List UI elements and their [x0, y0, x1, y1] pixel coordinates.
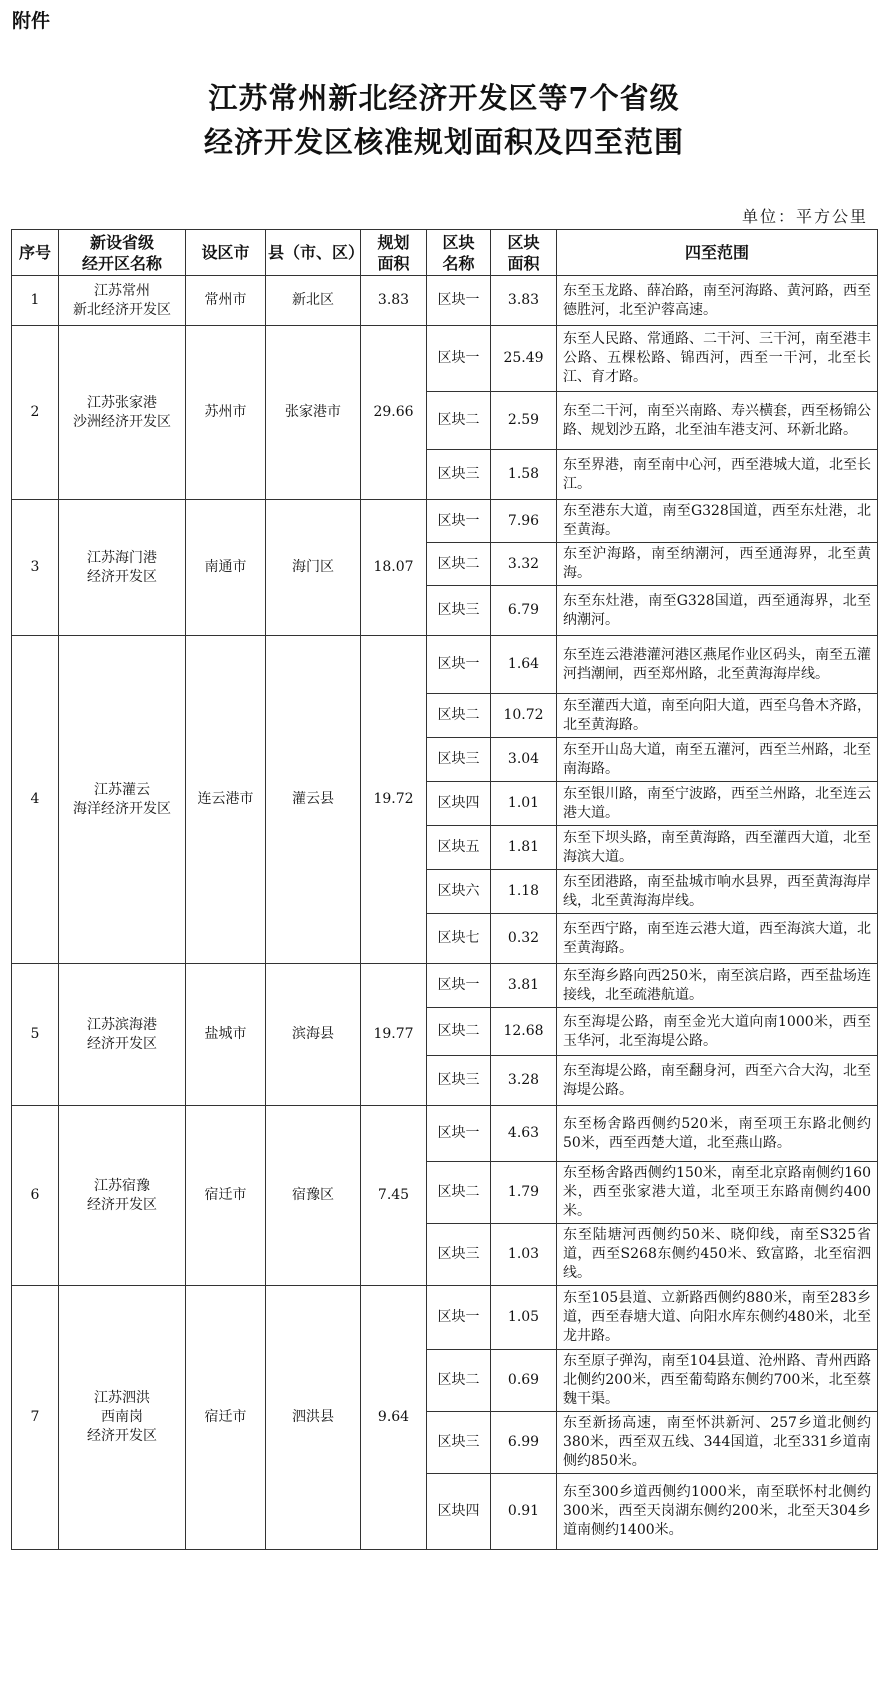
- zone-name: 江苏灌云 海洋经济开发区: [59, 636, 186, 964]
- block-scope: 东至海堤公路，南至翻身河，西至六合大沟，北至海堤公路。: [557, 1056, 878, 1106]
- block-scope: 东至东灶港，南至G328国道，西至通海界，北至纳潮河。: [557, 586, 878, 636]
- zone-city: 宿迁市: [186, 1286, 266, 1550]
- block-name: 区块一: [427, 1286, 491, 1350]
- block-scope: 东至沪海路，南至纳潮河，西至通海界，北至黄海。: [557, 543, 878, 586]
- zone-name: 江苏张家港 沙洲经济开发区: [59, 326, 186, 500]
- block-name: 区块三: [427, 738, 491, 782]
- block-area: 25.49: [491, 326, 557, 392]
- block-area: 10.72: [491, 694, 557, 738]
- block-scope: 东至开山岛大道，南至五灌河，西至兰州路，北至南海路。: [557, 738, 878, 782]
- header-block-area: 区块 面积: [491, 230, 557, 276]
- zone-plan-area: 29.66: [361, 326, 427, 500]
- zone-city: 连云港市: [186, 636, 266, 964]
- block-area: 0.32: [491, 914, 557, 964]
- block-name: 区块三: [427, 450, 491, 500]
- block-name: 区块一: [427, 964, 491, 1008]
- block-area: 6.99: [491, 1412, 557, 1474]
- block-name: 区块四: [427, 1474, 491, 1550]
- zone-county: 海门区: [266, 500, 361, 636]
- block-name: 区块一: [427, 636, 491, 694]
- block-area: 3.81: [491, 964, 557, 1008]
- zone-plan-area: 18.07: [361, 500, 427, 636]
- zone-name: 江苏滨海港 经济开发区: [59, 964, 186, 1106]
- header-city: 设区市: [186, 230, 266, 276]
- block-scope: 东至原子弹沟，南至104县道、沧州路、青州西路北侧约200米，西至葡萄路东侧约700米，北至蔡魏干渠。: [557, 1350, 878, 1412]
- block-scope: 东至西宁路，南至连云港大道，西至海滨大道，北至黄海路。: [557, 914, 878, 964]
- block-scope: 东至海乡路向西250米，南至滨启路，西至盐场连接线，北至疏港航道。: [557, 964, 878, 1008]
- block-area: 1.58: [491, 450, 557, 500]
- header-seq: 序号: [12, 230, 59, 276]
- block-name: 区块三: [427, 1412, 491, 1474]
- zone-name: 江苏海门港 经济开发区: [59, 500, 186, 636]
- block-area: 3.83: [491, 276, 557, 326]
- block-area: 1.64: [491, 636, 557, 694]
- block-scope: 东至下坝头路，南至黄海路，西至灌西大道，北至海滨大道。: [557, 826, 878, 870]
- block-area: 3.04: [491, 738, 557, 782]
- table-row: [12, 1106, 878, 1162]
- table-row: [12, 326, 878, 392]
- attachment-label: 附件: [12, 10, 51, 32]
- zone-county: 灌云县: [266, 636, 361, 964]
- block-name: 区块一: [427, 276, 491, 326]
- block-scope: 东至杨舍路西侧约520米，南至项王东路北侧约50米，西至西楚大道，北至燕山路。: [557, 1106, 878, 1162]
- block-area: 0.69: [491, 1350, 557, 1412]
- zone-county: 泗洪县: [266, 1286, 361, 1550]
- block-scope: 东至人民路、常通路、二干河、三干河，南至港丰公路、五棵松路、锦西河，西至一干河，北至长江、育才路。: [557, 326, 878, 392]
- block-area: 6.79: [491, 586, 557, 636]
- block-area: 1.79: [491, 1162, 557, 1224]
- header-plan-area: 规划 面积: [361, 230, 427, 276]
- zone-county: 宿豫区: [266, 1106, 361, 1286]
- block-name: 区块三: [427, 586, 491, 636]
- zone-name: 江苏泗洪 西南岗 经济开发区: [59, 1286, 186, 1550]
- block-area: 1.81: [491, 826, 557, 870]
- table-row: [12, 636, 878, 694]
- block-scope: 东至海堤公路，南至金光大道向南1000米，西至玉华河，北至海堤公路。: [557, 1008, 878, 1056]
- block-name: 区块七: [427, 914, 491, 964]
- page-title-line2: 经济开发区核准规划面积及四至范围: [203, 125, 684, 159]
- block-name: 区块一: [427, 500, 491, 543]
- block-scope: 东至杨舍路西侧约150米，南至北京路南侧约160米，西至张家港大道，北至项王东路南侧约400米。: [557, 1162, 878, 1224]
- zone-plan-area: 19.72: [361, 636, 427, 964]
- block-name: 区块五: [427, 826, 491, 870]
- block-scope: 东至300乡道西侧约1000米，南至联怀村北侧约300米，西至天岗湖东侧约200米，北至天304乡道南侧约1400米。: [557, 1474, 878, 1550]
- zone-county: 张家港市: [266, 326, 361, 500]
- zone-plan-area: 9.64: [361, 1286, 427, 1550]
- block-area: 1.01: [491, 782, 557, 826]
- block-area: 1.05: [491, 1286, 557, 1350]
- zone-name: 江苏常州 新北经济开发区: [59, 276, 186, 326]
- block-name: 区块二: [427, 694, 491, 738]
- block-area: 3.28: [491, 1056, 557, 1106]
- zone-seq: 6: [12, 1106, 59, 1286]
- zone-seq: 2: [12, 326, 59, 500]
- unit-label: 单位：平方公里: [741, 207, 868, 226]
- zone-name: 江苏宿豫 经济开发区: [59, 1106, 186, 1286]
- zone-county: 新北区: [266, 276, 361, 326]
- block-name: 区块三: [427, 1224, 491, 1286]
- block-scope: 东至港东大道，南至G328国道，西至东灶港，北至黄海。: [557, 500, 878, 543]
- zones-table: [11, 229, 878, 1550]
- zone-plan-area: 7.45: [361, 1106, 427, 1286]
- block-area: 4.63: [491, 1106, 557, 1162]
- page-title-line1: 江苏常州新北经济开发区等7个省级: [208, 81, 680, 115]
- block-scope: 东至连云港港灌河港区燕尾作业区码头，南至五灌河挡潮闸，西至郑州路，北至黄海海岸线。: [557, 636, 878, 694]
- zone-city: 盐城市: [186, 964, 266, 1106]
- zone-seq: 3: [12, 500, 59, 636]
- block-scope: 东至陆塘河西侧约50米、晓仰线，南至S325省道，西至S268东侧约450米、致富路，北至宿泗线。: [557, 1224, 878, 1286]
- block-scope: 东至界港，南至南中心河，西至港城大道，北至长江。: [557, 450, 878, 500]
- block-name: 区块二: [427, 1162, 491, 1224]
- header-scope: 四至范围: [557, 230, 878, 276]
- block-name: 区块二: [427, 1350, 491, 1412]
- zone-plan-area: 19.77: [361, 964, 427, 1106]
- block-name: 区块四: [427, 782, 491, 826]
- block-scope: 东至新扬高速，南至怀洪新河、257乡道北侧约380米，西至双五线、344国道，北至331乡道南侧约850米。: [557, 1412, 878, 1474]
- block-name: 区块一: [427, 1106, 491, 1162]
- table-row: [12, 1286, 878, 1350]
- block-name: 区块二: [427, 392, 491, 450]
- zone-city: 常州市: [186, 276, 266, 326]
- table-row: [12, 276, 878, 326]
- zone-city: 南通市: [186, 500, 266, 636]
- block-name: 区块一: [427, 326, 491, 392]
- block-scope: 东至105县道、立新路西侧约880米，南至283乡道，西至春塘大道、向阳水库东侧约480米，北至龙井路。: [557, 1286, 878, 1350]
- zone-city: 苏州市: [186, 326, 266, 500]
- table-row: [12, 500, 878, 543]
- block-name: 区块二: [427, 1008, 491, 1056]
- zone-plan-area: 3.83: [361, 276, 427, 326]
- zone-seq: 1: [12, 276, 59, 326]
- zone-seq: 4: [12, 636, 59, 964]
- header-row: [12, 230, 878, 276]
- block-name: 区块三: [427, 1056, 491, 1106]
- block-scope: 东至玉龙路、薛冶路，南至河海路、黄河路，西至德胜河，北至沪蓉高速。: [557, 276, 878, 326]
- block-area: 1.18: [491, 870, 557, 914]
- block-area: 1.03: [491, 1224, 557, 1286]
- block-name: 区块六: [427, 870, 491, 914]
- block-scope: 东至灌西大道，南至向阳大道，西至乌鲁木齐路，北至黄海路。: [557, 694, 878, 738]
- block-area: 0.91: [491, 1474, 557, 1550]
- block-area: 2.59: [491, 392, 557, 450]
- header-county: 县（市、区）: [266, 230, 361, 276]
- table-row: [12, 964, 878, 1008]
- header-block-name: 区块 名称: [427, 230, 491, 276]
- block-area: 7.96: [491, 500, 557, 543]
- block-scope: 东至银川路，南至宁波路，西至兰州路，北至连云港大道。: [557, 782, 878, 826]
- header-name: 新设省级 经开区名称: [59, 230, 186, 276]
- block-scope: 东至二干河，南至兴南路、寿兴横套，西至杨锦公路、规划沙五路，北至油车港支河、环新北路。: [557, 392, 878, 450]
- zone-seq: 7: [12, 1286, 59, 1550]
- block-area: 12.68: [491, 1008, 557, 1056]
- block-name: 区块二: [427, 543, 491, 586]
- zone-seq: 5: [12, 964, 59, 1106]
- zone-county: 滨海县: [266, 964, 361, 1106]
- block-area: 3.32: [491, 543, 557, 586]
- block-scope: 东至团港路，南至盐城市响水县界，西至黄海海岸线，北至黄海海岸线。: [557, 870, 878, 914]
- zone-city: 宿迁市: [186, 1106, 266, 1286]
